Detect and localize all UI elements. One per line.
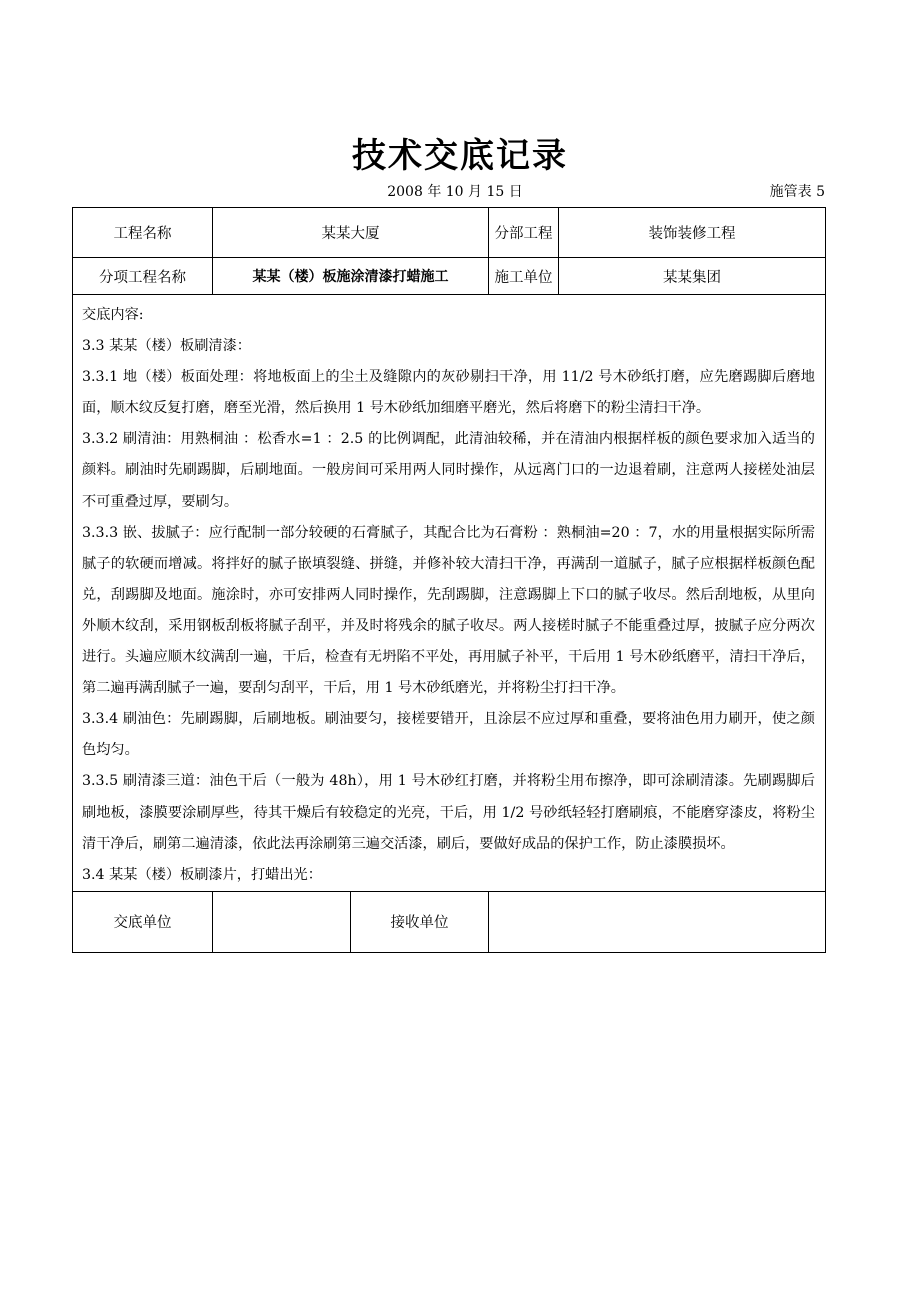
content-paragraph: 3.3.4 刷油色：先刷踢脚，后刷地板。刷油要匀，接槎要错开，且涂层不应过厚和重叠，要将油色用力刷开，使之颜色均匀。	[82, 711, 815, 759]
content-paragraph: 3.3 某某（楼）板刷清漆：	[82, 338, 251, 355]
sub-project-label: 分部工程	[489, 208, 559, 258]
contractor-value: 某某集团	[559, 258, 826, 295]
content-paragraph: 3.3.3 嵌、拔腻子：应行配制一部分较硬的石膏腻子，其配合比为石膏粉 ：熟桐油=20 ：7，水的用量根据实际所需腻子的软硬而增减。将拌好的腻子嵌填裂缝、拼缝，并修补较大清扫干净，再满刮一道腻子，腻子应根据样板颜色配兑，刮踢脚及地面。施涂时，亦可安排两人同时操作，先刮踢脚，注意踢脚上下口的腻子收尽。然后刮地板，从里向外顺木纹刮，采用钢板刮板将腻子刮平，并及时将残余的腻子收尽。两人接槎时腻子不能重叠过厚，披腻子应分两次进行。头遍应顺木纹满刮一遍，干后，检查有无坍陷不平处，再用腻子补平，干后用 1 号木砂纸磨平，清扫干净后，第二遍再满刮腻子一遍，要刮匀刮平，干后，用 1 号木砂纸磨光，并将粉尘打扫干净。	[82, 524, 815, 697]
issuer-label: 交底单位	[73, 891, 213, 952]
disclosure-table	[72, 207, 826, 953]
item-name-label: 分项工程名称	[73, 258, 213, 295]
receiver-value	[489, 891, 826, 952]
content-paragraph: 3.4 某某（楼）板刷漆片，打蜡出光：	[82, 866, 322, 883]
issuer-value	[213, 891, 351, 952]
project-row	[73, 208, 826, 258]
content-row	[73, 295, 826, 892]
item-row	[73, 258, 826, 295]
content-paragraph: 3.3.1 地（楼）板面处理：将地板面上的尘土及缝隙内的灰砂剔扫干净，用 11/2 号木砂纸打磨，应先磨踢脚后磨地面，顺木纹反复打磨，磨至光滑，然后换用 1 号木砂纸加细磨平磨光，然后将磨下的粉尘清扫干净。	[82, 369, 815, 417]
disclosure-content	[73, 295, 826, 892]
project-name-label: 工程名称	[73, 208, 213, 258]
sub-project-value: 装饰装修工程	[559, 208, 826, 258]
contractor-label: 施工单位	[489, 258, 559, 295]
project-name-value: 某某大厦	[213, 208, 489, 258]
content-heading: 交底内容:	[82, 307, 144, 323]
form-number: 施管表 5	[769, 184, 825, 200]
item-name-value: 某某（楼）板施涂清漆打蜡施工	[213, 258, 489, 295]
document-title: 技术交底记录	[352, 136, 568, 176]
content-paragraph: 3.3.2 刷清油：用熟桐油 ：松香水=1 ：2.5 的比例调配，此清油较稀，并在清油内根据样板的颜色要求加入适当的颜料。刷油时先刷踢脚，后刷地面。一般房间可采用两人同时操作，从远离门口的一边退着刷，注意两人接槎处油层不可重叠过厚，要刷匀。	[82, 431, 815, 510]
content-paragraph: 3.3.5 刷清漆三道：油色干后（一般为 48h），用 1 号木砂红打磨，并将粉尘用布擦净，即可涂刷清漆。先刷踢脚后刷地板，漆膜要涂刷厚些，待其干燥后有较稳定的光亮，干后，用 1/2 号砂纸轻轻打磨刷痕，不能磨穿漆皮，将粉尘清干净后，刷第二遍清漆，依此法再涂刷第三遍交活漆，刷后，要做好成品的保护工作，防止漆膜损坏。	[82, 773, 815, 852]
document-date: 2008 年 10 月 15 日	[387, 184, 523, 200]
receiver-label: 接收单位	[351, 891, 489, 952]
signature-row	[73, 891, 826, 952]
